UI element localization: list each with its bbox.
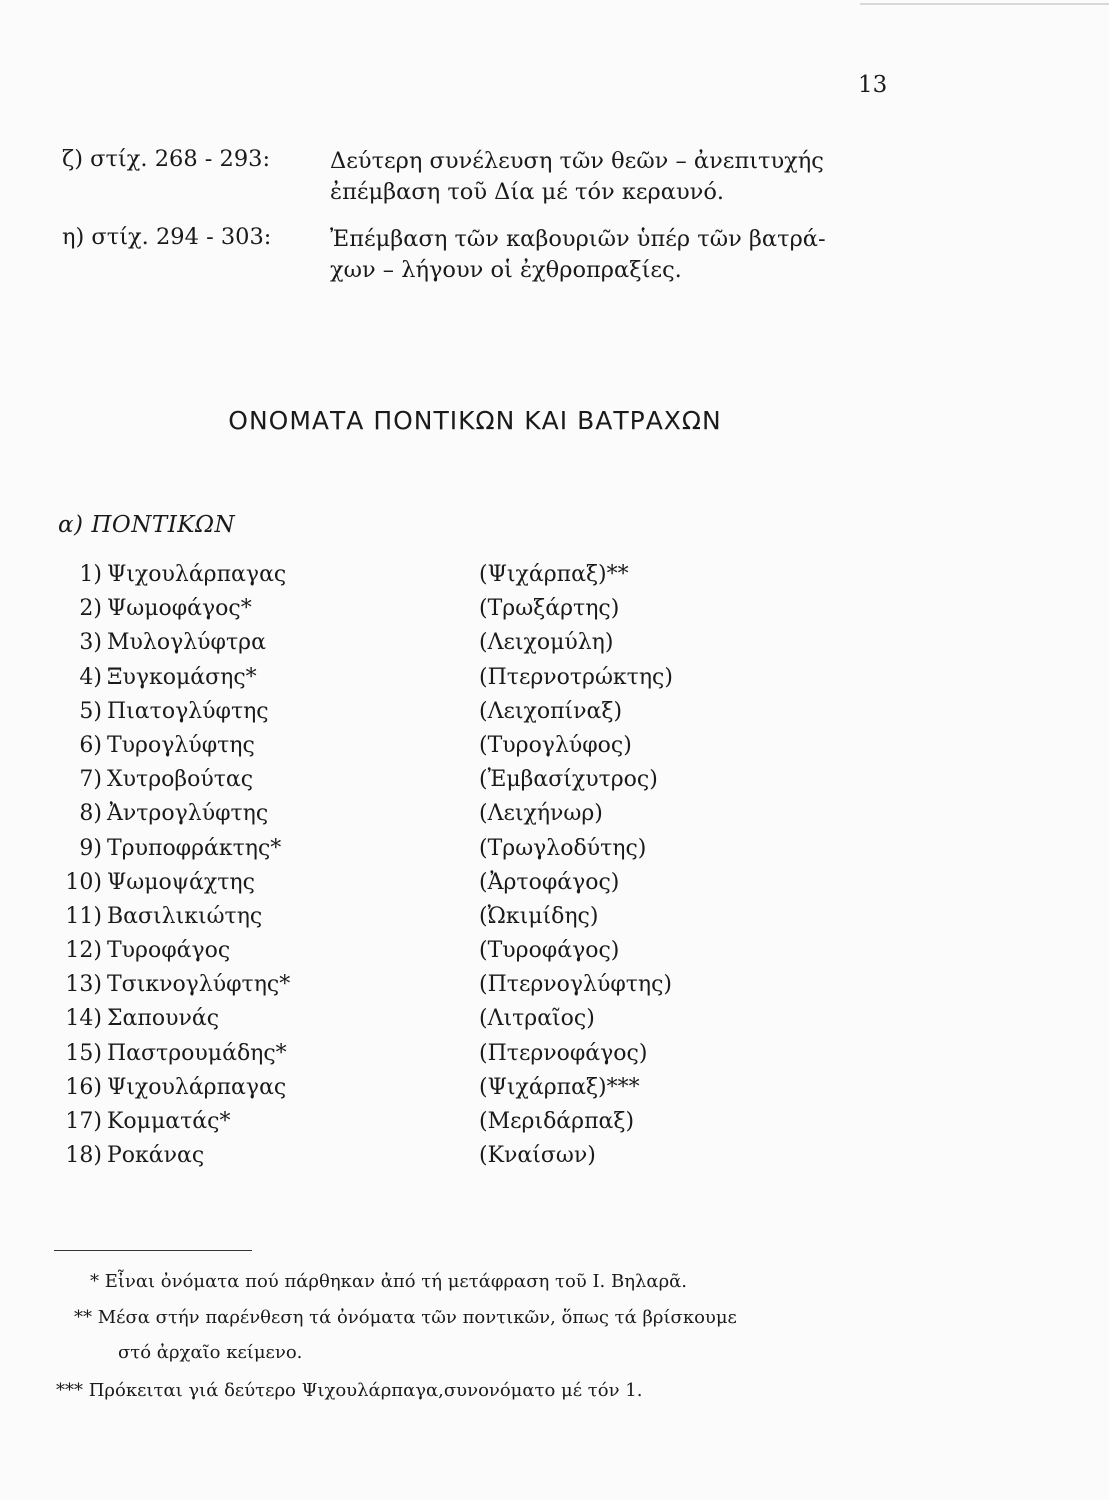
footnote-3	[56, 1380, 642, 1401]
name-number: 4)	[79, 664, 102, 690]
name-number: 8)	[79, 801, 102, 827]
list-item	[62, 972, 762, 1006]
modern-name: Παστρουμάδης*	[107, 1040, 287, 1066]
name-number: 3)	[79, 630, 102, 656]
modern-name: Τρυποφράκτης*	[107, 835, 282, 861]
footnote-1	[90, 1271, 687, 1292]
ancient-name: (Τρωξάρτης)	[479, 596, 620, 622]
name-number: 18)	[65, 1143, 102, 1169]
verse-description	[330, 224, 910, 286]
page-number: 13	[858, 72, 888, 98]
modern-name: Ψιχουλάρπαγας	[107, 562, 287, 587]
modern-name: Τσικνογλύφτης*	[107, 972, 291, 998]
name-number: 14)	[65, 1006, 102, 1032]
footnote-text: Μέσα στήν παρένθεση τά ὀνόματα τῶν ποντικῶν, ὅπως τά βρίσκουμε	[97, 1307, 737, 1328]
verse-description-line: ἐπέμβαση τοῦ Δία μέ τόν κεραυνό.	[330, 179, 725, 205]
list-item	[62, 665, 762, 699]
footnote-marker: *	[90, 1271, 99, 1292]
name-number: 12)	[65, 938, 102, 964]
ancient-name: (Ἀρτοφάγος)	[479, 869, 620, 895]
modern-name: Ψωμοφάγος*	[107, 596, 252, 622]
ancient-name: (Ψιχάρπαξ)***	[479, 1074, 640, 1100]
ancient-name: (Λειχοπίναξ)	[479, 698, 623, 724]
name-number: 9)	[79, 835, 102, 861]
ancient-name: (Λιτραῖος)	[479, 1006, 595, 1032]
verse-reference: η) στίχ. 294 - 303:	[62, 224, 272, 250]
ancient-name: (Ψιχάρπαξ)**	[479, 562, 629, 587]
modern-name: Χυτροβούτας	[107, 767, 254, 793]
ancient-name: (Τρωγλοδύτης)	[479, 835, 647, 861]
list-item	[62, 699, 762, 733]
modern-name: Ψωμοψάχτης	[107, 869, 255, 895]
ancient-name: (Ὠκιμίδης)	[479, 903, 599, 929]
list-item	[62, 596, 762, 630]
name-number: 17)	[65, 1109, 102, 1134]
modern-name: Τυροφάγος	[107, 938, 231, 964]
name-number: 11)	[65, 903, 102, 929]
verse-description	[330, 146, 910, 208]
ancient-name: (Τυροφάγος)	[479, 938, 620, 964]
name-number: 13)	[65, 972, 102, 998]
list-item	[62, 733, 762, 767]
subsection-heading: α) ΠΟΝΤΙΚΩΝ	[58, 512, 236, 538]
footnote-marker: **	[74, 1307, 92, 1328]
modern-name: Ψιχουλάρπαγας	[107, 1074, 287, 1100]
ancient-name: (Μεριδάρπαξ)	[479, 1109, 635, 1134]
list-item	[62, 1075, 762, 1109]
modern-name: Σαπουνάς	[107, 1006, 220, 1032]
footnote-text: Πρόκειται γιά δεύτερο Ψιχουλάρπαγα,συνονόματο μέ τόν 1.	[88, 1380, 643, 1401]
modern-name: Κομματάς*	[107, 1109, 231, 1134]
page-edge-line	[860, 3, 1109, 5]
name-number: 10)	[65, 869, 102, 895]
verse-description-line: Ἐπέμβαση τῶν καβουριῶν ὑπέρ τῶν βατρά-	[330, 226, 826, 252]
list-item	[62, 1041, 762, 1075]
modern-name: Ἀντρογλύφτης	[107, 801, 269, 827]
name-number: 2)	[79, 596, 102, 622]
modern-name: Ροκάνας	[107, 1143, 205, 1169]
modern-name: Πιατογλύφτης	[107, 698, 269, 724]
modern-name: Μυλογλύφτρα	[107, 630, 266, 656]
list-item	[62, 836, 762, 870]
footnote-2-continued: στό ἀρχαῖο κείμενο.	[118, 1342, 303, 1363]
names-list	[62, 562, 762, 1177]
modern-name: Βασιλικιώτης	[107, 903, 263, 929]
footnote-text: Εἶναι ὀνόματα πού πάρθηκαν ἀπό τή μετάφραση τοῦ Ι. Βηλαρᾶ.	[104, 1271, 688, 1292]
modern-name: Ξυγκομάσης*	[107, 664, 257, 690]
list-item	[62, 562, 762, 596]
list-item	[62, 801, 762, 835]
footnote-divider	[54, 1250, 252, 1251]
ancient-name: (Κναίσων)	[479, 1143, 596, 1169]
ancient-name: (Πτερνοφάγος)	[479, 1040, 648, 1066]
name-number: 16)	[65, 1074, 102, 1100]
name-number: 1)	[79, 562, 102, 587]
list-item	[62, 870, 762, 904]
list-item	[62, 938, 762, 972]
list-item	[62, 1143, 762, 1177]
footnote-2	[74, 1307, 737, 1328]
modern-name: Τυρογλύφτης	[107, 732, 255, 758]
ancient-name: (Πτερνογλύφτης)	[479, 972, 673, 998]
footnote-marker: ***	[56, 1380, 83, 1401]
verse-reference: ζ) στίχ. 268 - 293:	[62, 146, 271, 172]
list-item	[62, 767, 762, 801]
verse-description-line: χων – λήγουν οἱ ἐχθροπραξίες.	[330, 257, 682, 283]
ancient-name: (Πτερνοτρώκτης)	[479, 664, 673, 690]
list-item	[62, 904, 762, 938]
list-item	[62, 1109, 762, 1143]
list-item	[62, 1006, 762, 1040]
verse-description-line: Δεύτερη συνέλευση τῶν θεῶν – ἀνεπιτυχής	[330, 148, 824, 174]
section-heading: ΟΝΟΜΑΤΑ ΠΟΝΤΙΚΩΝ ΚΑΙ ΒΑΤΡΑΧΩΝ	[228, 406, 722, 435]
ancient-name: (Τυρογλύφος)	[479, 732, 632, 758]
name-number: 6)	[79, 732, 102, 758]
name-number: 5)	[79, 698, 102, 724]
ancient-name: (Λειχήνωρ)	[479, 801, 603, 827]
ancient-name: (Λειχομύλη)	[479, 630, 614, 656]
name-number: 15)	[65, 1040, 102, 1066]
list-item	[62, 630, 762, 664]
ancient-name: (Ἐμβασίχυτρος)	[479, 767, 658, 793]
name-number: 7)	[79, 767, 102, 793]
